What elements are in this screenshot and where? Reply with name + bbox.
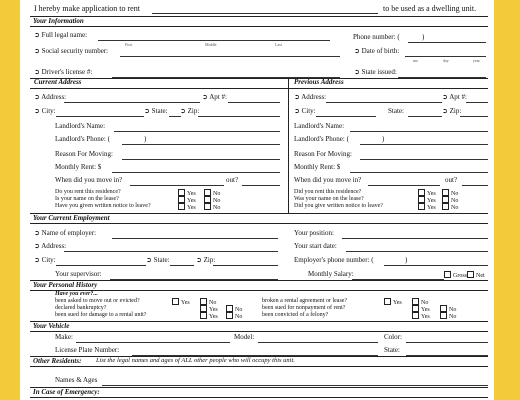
history-q6-yes[interactable]: Yes [412, 312, 430, 321]
color-field[interactable] [406, 342, 488, 343]
cur-reason-field[interactable] [122, 159, 280, 160]
section-header-history: Your Personal History [30, 280, 488, 291]
cur-apt-field[interactable] [228, 102, 280, 103]
cur-q-rent: Do you rent this residence? [55, 189, 121, 195]
prev-zip-label: ➲ Zip: [442, 107, 462, 115]
cur-out-field[interactable] [242, 185, 280, 186]
prev-city-field[interactable] [316, 116, 376, 117]
history-q1: been asked to move out or evicted? [55, 298, 140, 304]
address-column-divider [288, 78, 289, 214]
previous-address-title: Previous Address [294, 78, 344, 86]
full-name-label: ➲ Full legal name: [34, 31, 88, 39]
cur-state-field[interactable] [169, 116, 181, 117]
prev-zip-field[interactable] [460, 116, 488, 117]
history-q4-no[interactable]: No [412, 298, 428, 307]
prev-q2-no[interactable]: No [442, 196, 458, 205]
prev-state-field[interactable] [408, 116, 442, 117]
net-checkbox[interactable]: Net [467, 271, 485, 280]
emp-address-label: ➲ Address: [34, 242, 67, 250]
first-sublabel: First [125, 42, 133, 47]
history-q4-yes[interactable]: Yes [384, 298, 402, 307]
prev-q1-yes[interactable]: Yes [418, 189, 436, 198]
cur-rent-label: Monthly Rent: $ [55, 163, 102, 171]
cur-q1-yes[interactable]: Yes [178, 189, 196, 198]
cur-q1-no[interactable]: No [204, 189, 220, 198]
dwelling-address-line[interactable] [152, 13, 378, 14]
cur-address-field[interactable] [64, 102, 200, 103]
prev-out-label: out? [445, 176, 458, 184]
cur-q-notice: Have you given written notice to leave? [55, 203, 151, 209]
cur-landlord-name-label: Landlord's Name: [55, 122, 106, 130]
cur-move-in-field[interactable] [130, 185, 224, 186]
section-header-vehicle: Your Vehicle [30, 321, 488, 332]
prev-q2-yes[interactable]: Yes [418, 196, 436, 205]
cur-city-field[interactable] [56, 116, 144, 117]
middle-sublabel: Middle [205, 42, 217, 47]
cur-rent-field[interactable] [112, 172, 280, 173]
emp-city-field[interactable] [56, 265, 146, 266]
prev-address-field[interactable] [326, 102, 442, 103]
position-label: Your position: [294, 229, 334, 237]
start-date-field[interactable] [346, 251, 488, 252]
plate-label: License Plate Number: [55, 346, 120, 354]
cur-q-lease: Is your name on the lease? [55, 196, 119, 202]
cur-landlord-phone-label: Landlord's Phone: ( [55, 135, 110, 143]
prev-q1-no[interactable]: No [442, 189, 458, 198]
state-issued-label: ➲ State issued: [354, 68, 397, 76]
model-field[interactable] [258, 342, 378, 343]
prev-move-in-field[interactable] [368, 185, 440, 186]
emp-phone-label: Employer's phone number: ( [294, 256, 374, 264]
cur-out-label: out? [226, 176, 239, 184]
ssn-field[interactable] [120, 56, 340, 57]
cur-address-label: ➲ Address: [34, 93, 67, 101]
start-date-label: Your start date: [294, 242, 337, 250]
history-subtitle: Have you ever?... [55, 291, 98, 297]
prev-reason-field[interactable] [360, 159, 488, 160]
names-ages-field[interactable] [102, 385, 488, 386]
history-q4: broken a rental agreement or lease? [262, 298, 348, 304]
section-header-emergency: In Case of Emergency: [30, 387, 488, 398]
make-label: Make: [55, 333, 73, 341]
gross-checkbox[interactable]: Gross [444, 271, 467, 280]
employer-label: ➲ Name of employer: [34, 229, 97, 237]
cur-move-in-label: When did you move in? [55, 176, 123, 184]
prev-landlord-name-field[interactable] [350, 131, 488, 132]
dl-label: ➲ Driver's license #: [34, 68, 93, 76]
ssn-label: ➲ Social security number: [34, 47, 109, 55]
history-q3: been sued for damage to a rental unit? [55, 312, 147, 318]
cur-zip-label: ➲ Zip: [180, 107, 200, 115]
history-q3-yes[interactable]: Yes [200, 312, 218, 321]
cur-state-label: ➲ State: [144, 107, 168, 115]
history-q1-yes[interactable]: Yes [172, 298, 190, 307]
cur-q3-no[interactable]: No [204, 203, 220, 212]
history-q6: been convicted of a felony? [262, 312, 329, 318]
full-name-field[interactable] [98, 40, 330, 41]
prev-state-label: State: [388, 107, 404, 115]
address-header-row [30, 78, 488, 89]
cur-landlord-phone-field[interactable] [122, 144, 280, 145]
rental-application-form [20, 0, 494, 400]
emp-zip-field[interactable] [213, 265, 278, 266]
section-header-employment: Your Current Employment [30, 213, 488, 224]
section-header-other-residents: Other Residents: [30, 356, 488, 367]
history-q1-no[interactable]: No [200, 298, 216, 307]
cur-zip-field[interactable] [198, 116, 280, 117]
prev-q-notice: Did you give written notice to leave? [294, 203, 383, 209]
emp-city-label: ➲ City: [34, 256, 56, 264]
position-field[interactable] [342, 238, 488, 239]
prev-landlord-phone-label: Landlord's Phone: ( [294, 135, 349, 143]
prev-apt-label: ➲ Apt #: [442, 93, 467, 101]
prev-move-in-label: When did you move in? [294, 176, 362, 184]
history-q2-yes[interactable]: Yes [200, 305, 218, 314]
cur-landlord-name-field[interactable] [114, 131, 280, 132]
phone-label: Phone number: ( [353, 33, 400, 41]
cur-apt-label: ➲ Apt #: [202, 93, 227, 101]
prev-landlord-phone-close: ) [382, 135, 385, 143]
cur-q3-yes[interactable]: Yes [178, 203, 196, 212]
prev-apt-field[interactable] [466, 102, 488, 103]
prev-q3-yes[interactable]: Yes [418, 203, 436, 212]
history-q2: declared bankruptcy? [55, 305, 107, 311]
prev-landlord-phone-field[interactable] [360, 144, 488, 145]
model-label: Model: [234, 333, 255, 341]
cur-q2-no[interactable]: No [204, 196, 220, 205]
intro-text-prefix: I hereby make application to rent [34, 4, 140, 13]
cur-q2-yes[interactable]: Yes [178, 196, 196, 205]
dob-label: ➲ Date of birth: [354, 47, 400, 55]
emp-phone-field[interactable] [384, 265, 488, 266]
cur-city-label: ➲ City: [34, 107, 56, 115]
prev-reason-label: Reason For Moving: [294, 150, 352, 158]
prev-landlord-name-label: Landlord's Name: [294, 122, 345, 130]
salary-label: Monthly Salary: [308, 270, 354, 278]
vehicle-state-label: State: [384, 346, 400, 354]
cur-landlord-phone-close: ) [144, 135, 147, 143]
current-address-title: Current Address [34, 78, 82, 86]
emp-state-label: ➲ State: [146, 256, 170, 264]
emp-zip-label: ➲ Zip: [196, 256, 216, 264]
history-q5-yes[interactable]: Yes [412, 305, 430, 314]
emp-state-field[interactable] [170, 265, 194, 266]
history-q6-no[interactable]: No [440, 312, 456, 321]
history-q5: been sued for nonpayment of rent? [262, 305, 346, 311]
history-q5-no[interactable]: No [440, 305, 456, 314]
other-residents-note: List the legal names and ages of ALL other people who will occupy this unit. [96, 357, 295, 364]
prev-out-field[interactable] [462, 185, 488, 186]
history-q3-no[interactable]: No [226, 312, 242, 321]
section-header-your-information: Your Information [30, 16, 488, 27]
prev-q3-no[interactable]: No [442, 203, 458, 212]
prev-city-label: ➲ City: [294, 107, 316, 115]
color-label: Color: [384, 333, 402, 341]
make-field[interactable] [76, 342, 230, 343]
history-q2-no[interactable]: No [226, 305, 242, 314]
phone-close-paren: ) [422, 33, 425, 41]
last-sublabel: Last [275, 42, 282, 47]
intro-text-suffix: to be used as a dwelling unit. [383, 4, 477, 13]
day-sublabel: day [443, 58, 449, 63]
prev-rent-label: Monthly Rent: $ [294, 163, 341, 171]
emp-phone-close: ) [405, 256, 408, 264]
year-sublabel: year [473, 58, 480, 63]
prev-rent-field[interactable] [350, 172, 488, 173]
mo-sublabel: mo [413, 58, 419, 63]
dob-field[interactable] [405, 56, 486, 57]
cur-reason-label: Reason For Moving: [55, 150, 113, 158]
employer-field[interactable] [112, 238, 278, 239]
names-ages-label: Names & Ages [55, 376, 98, 384]
phone-field[interactable] [408, 42, 486, 43]
prev-address-label: ➲ Address: [294, 93, 327, 101]
prev-q-rent: Did you rent this residence? [294, 189, 362, 195]
emp-address-field[interactable] [64, 251, 278, 252]
prev-q-lease: Was your name on the lease? [294, 196, 364, 202]
supervisor-label: Your supervisor: [55, 270, 102, 278]
